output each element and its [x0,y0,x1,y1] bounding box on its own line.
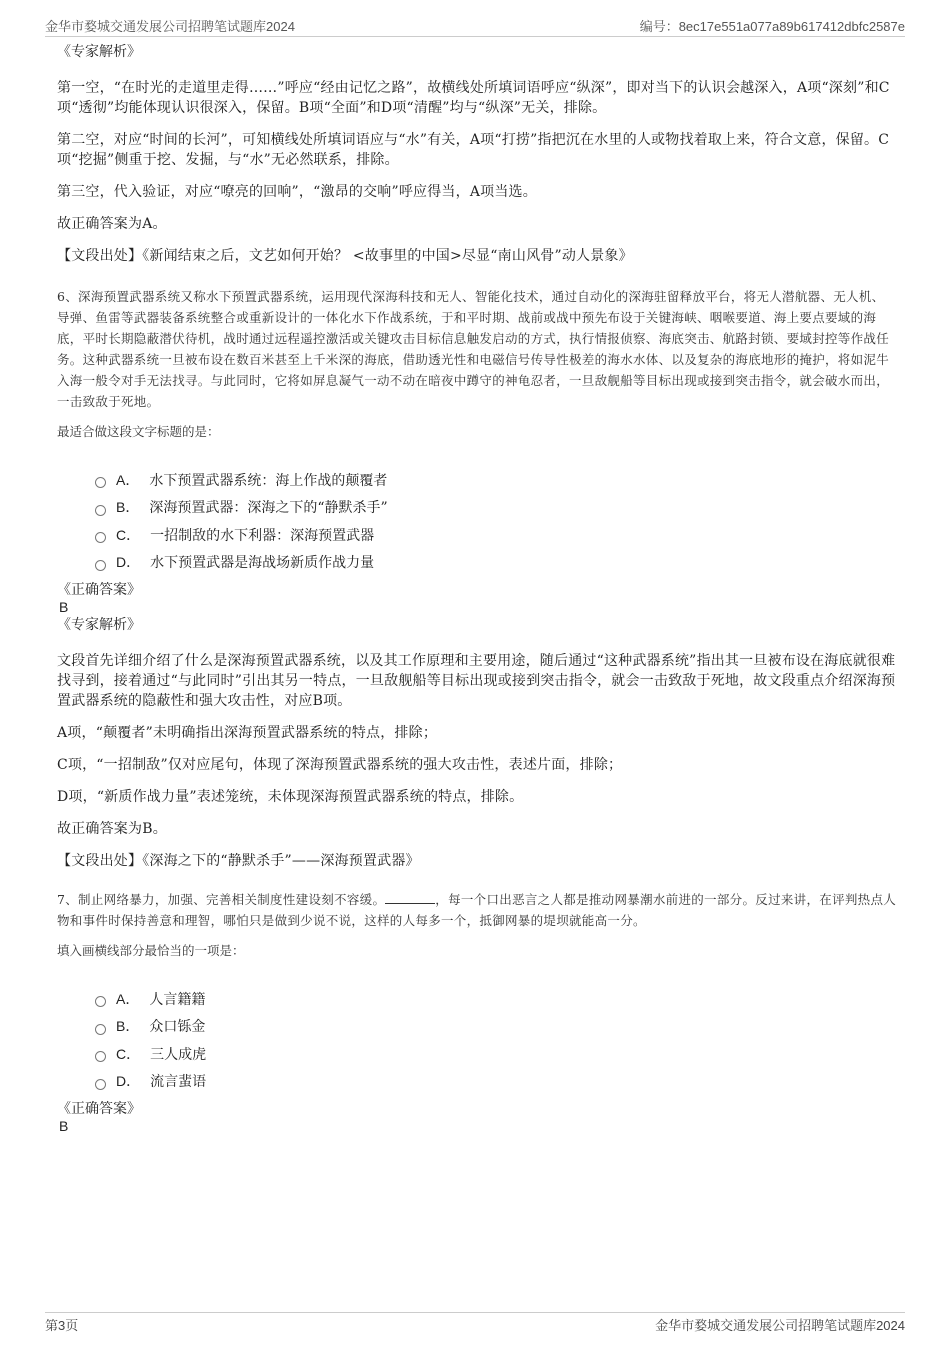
question-6-analysis-para-1: 文段首先详细介绍了什么是深海预置武器系统，以及其工作原理和主要用途，随后通过“这种武器系统”指出其一旦被布设在海底就很难找寻到，接着通过“与此同时”引出其另一特点，一旦敌舰船等目标出现或接到突击指令，就会一击致敌于死地，故文段重点介绍深海预置武器系统的隐蔽性和强大攻击性，对应B项。 [57,653,896,709]
radio-icon[interactable] [95,1051,106,1062]
footer-title: 金华市婺城交通发展公司招聘笔试题库2024 [655,1317,905,1333]
header-title: 金华市婺城交通发展公司招聘笔试题库2024 [45,18,295,34]
question-6-analysis-para-5: 故正确答案为B。 [57,821,167,837]
question-6-answer: B [59,599,69,615]
question-6-analysis-para-2: A项，“颠覆者”未明确指出深海预置武器系统的特点，排除； [57,725,438,741]
page-number: 第3页 [45,1317,79,1333]
question-7-text: 7、制止网络暴力，加强、完善相关制度性建设刻不容缓。 ，每一个口出恶言之人都是推动网暴潮水前进的一部分。反过来讲，在评判热点人物和事件时保持善意和理智，哪怕只是做到少说不说，这样的人每多一个，抵御网暴的堤坝就能高一分。 [57,892,897,928]
question-6-option-d[interactable]: D． 水下预置武器是海战场新质作战力量 [95,549,897,577]
question-7-option-a[interactable]: A． 人言籍籍 [95,985,897,1013]
question-6-answer-label: 《正确答案》 [57,582,141,598]
question-7-answer-label: 《正确答案》 [57,1101,141,1117]
radio-icon[interactable] [95,477,106,488]
question-6-analysis-para-4: D项，“新质作战力量”表述笼统，未体现深海预置武器系统的特点，排除。 [57,789,524,805]
question-6-option-c[interactable]: C． 一招制敌的水下利器：深海预置武器 [95,521,897,549]
radio-icon[interactable] [95,1079,106,1090]
question-7-option-d[interactable]: D． 流言蜚语 [95,1068,897,1096]
question-6-option-b[interactable]: B． 深海预置武器：深海之下的“静默杀手” [95,494,897,522]
radio-icon[interactable] [95,1024,106,1035]
header-doc-id: 编号：8ec17e551a077a89b617412dbfc2587e [639,18,905,34]
prev-source: 【文段出处】《新闻结束之后，文艺如何开始？ <故事里的中国>尽显“南山风骨”动人景象》 [57,248,633,264]
question-6-analysis-para-3: C项，“一招制敌”仅对应尾句，体现了深海预置武器系统的强大攻击性，表述片面，排除； [57,757,623,773]
question-6-option-a[interactable]: A． 水下预置武器系统：海上作战的颠覆者 [95,466,897,494]
page-header [45,14,905,37]
question-7-answer: B [59,1118,69,1134]
prev-analysis-para-4: 故正确答案为A。 [57,216,167,232]
prev-analysis-para-2: 第二空，对应“时间的长河”，可知横线处所填词语应与“水”有关，A项“打捞”指把沉在水里的人或物找着取上来，符合文意，保留。C项“挖掘”侧重于挖、发掘，与“水”无必然联系，排除。 [57,132,890,168]
radio-icon[interactable] [95,532,106,543]
question-6-options [95,466,897,576]
prev-analysis-label: 《专家解析》 [57,44,141,60]
radio-icon[interactable] [95,996,106,1007]
question-7-option-c[interactable]: C． 三人成虎 [95,1040,897,1068]
question-6-source: 【文段出处】《深海之下的“静默杀手”——深海预置武器》 [57,853,420,869]
question-7-option-b[interactable]: B． 众口铄金 [95,1013,897,1041]
prev-analysis-para-3: 第三空，代入验证，对应“嘹亮的回响”，“激昂的交响”呼应得当，A项当选。 [57,184,537,200]
radio-icon[interactable] [95,560,106,571]
question-6-analysis-label: 《专家解析》 [57,617,141,633]
answer-blank [385,891,435,904]
prev-analysis-para-1: 第一空，“在时光的走道里走得……”呼应“经由记忆之路”，故横线处所填词语呼应“纵深”，即对当下的认识会越深入，A项“深刻”和C项“透彻”均能体现认识很深入，保留。B项“全面”和D项“清醒”均与“纵深”无关，排除。 [57,80,890,116]
radio-icon[interactable] [95,505,106,516]
page-footer [45,1312,905,1335]
question-6-text: 6、深海预置武器系统又称水下预置武器系统，运用现代深海科技和无人、智能化技术，通过自动化的深海驻留释放平台，将无人潜航器、无人机、导弹、鱼雷等武器装备系统整合或重新设计的一体化水下作战系统，于和平时期、战前或战中预先布设于关键海峡、咽喉要道、海上要点要域的海底，平时长期隐蔽潜伏待机，战时通过远程遥控激活或关键攻击目标信息触发启动的方式，执行情报侦察、海底突击、航路封锁、要域封控等作战任务。这种武器系统一旦被布设在数百米甚至上千米深的海底，借助透光性和电磁信号传导性极差的海水水体、以及复杂的海底地形的掩护，将如泥牛入海一般令对手无法找寻。与此同时，它将如屏息凝气一动不动在暗夜中蹲守的神龟忍者，一旦敌舰船等目标出现或接到突击指令，就会破水而出，一击致敌于死地。 [57,289,890,409]
question-7-options [95,985,897,1095]
page-content [57,44,897,1136]
question-7-prompt: 填入画横线部分最恰当的一项是： [57,943,245,958]
question-6-prompt: 最适合做这段文字标题的是： [57,424,220,439]
